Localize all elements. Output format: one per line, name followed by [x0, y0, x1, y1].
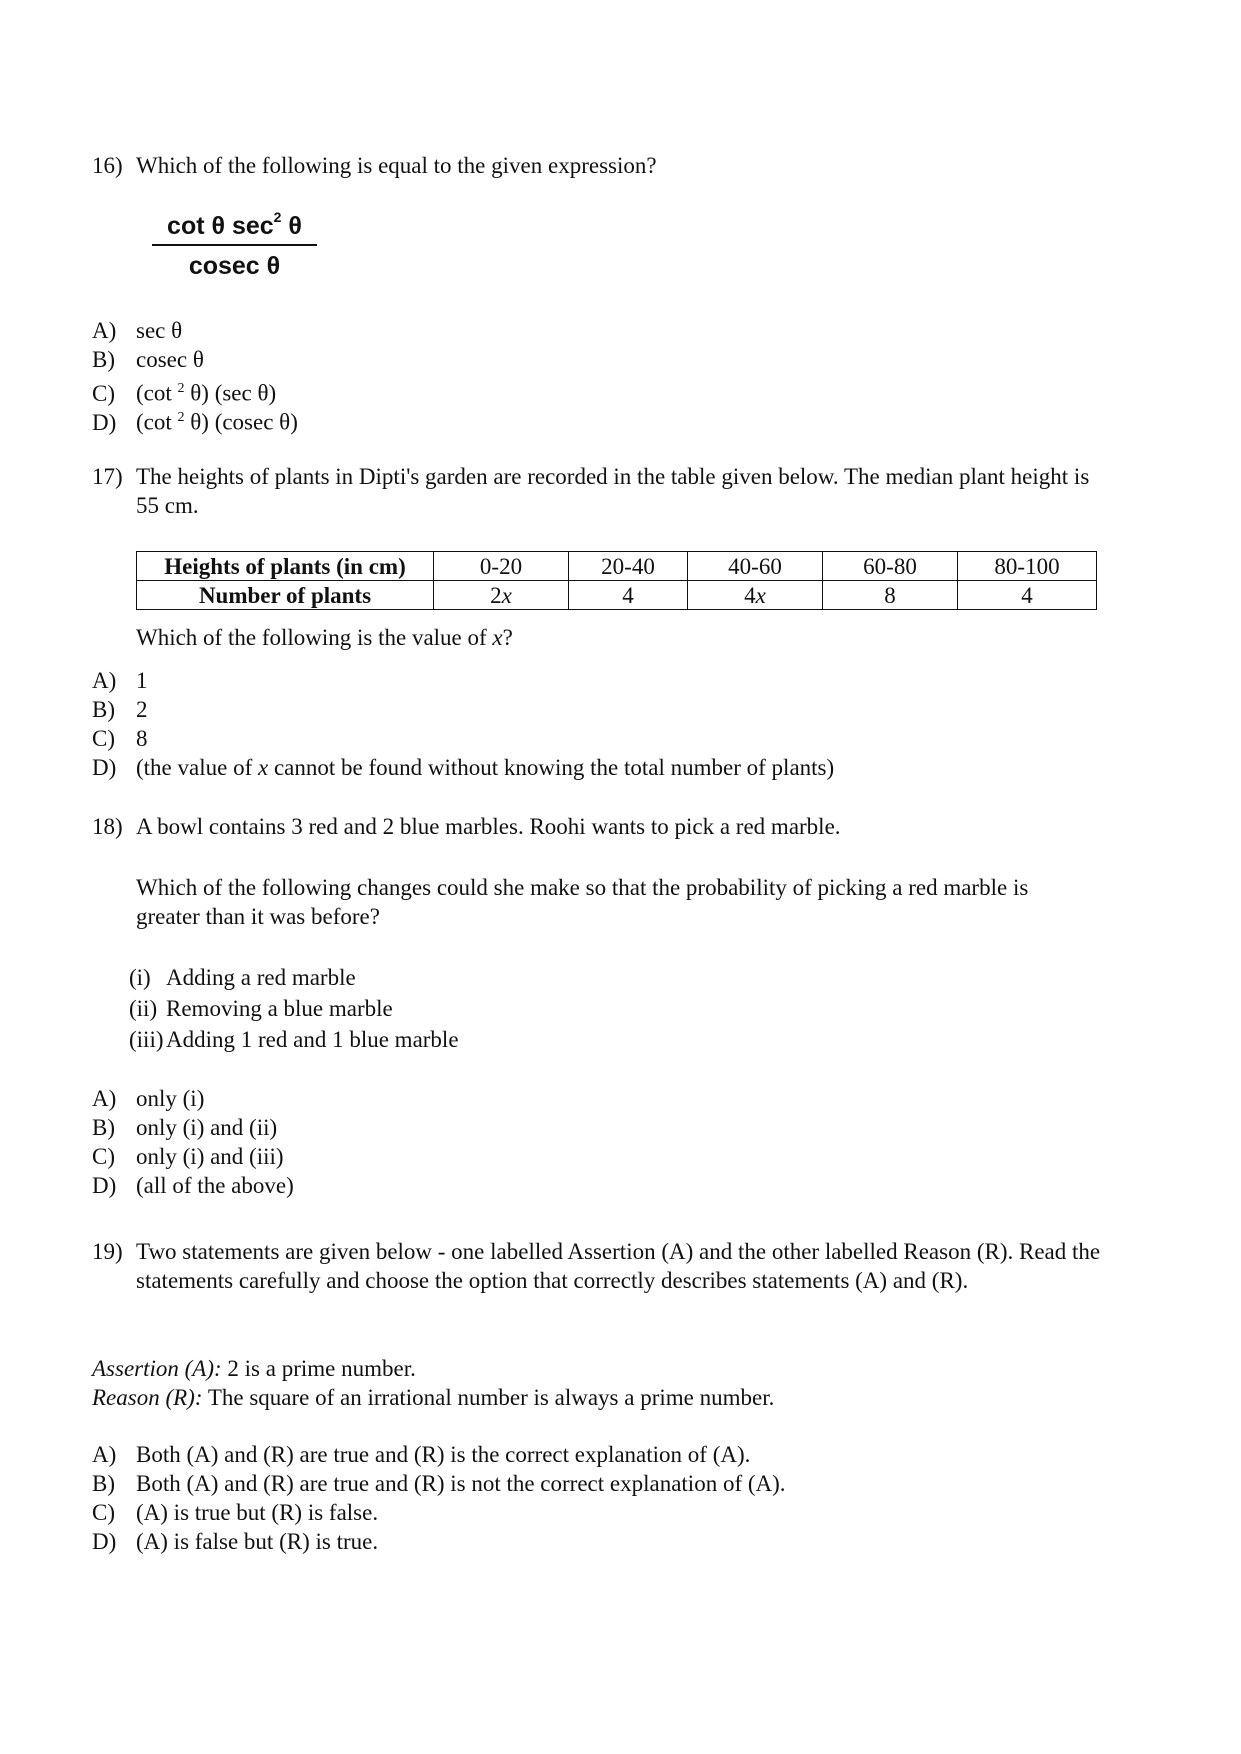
q17-subquestion: Which of the following is the value of x?: [136, 625, 513, 650]
question-number: 17): [92, 464, 123, 489]
option-a[interactable]: A) only (i): [92, 1086, 205, 1111]
question-16: [92, 151, 1112, 180]
question-number: 16): [92, 153, 123, 178]
assertion: Assertion (A): 2 is a prime number.: [92, 1356, 416, 1381]
table-header-count: Number of plants: [137, 581, 434, 610]
question-number: 18): [92, 814, 123, 839]
table-cell: 2x: [434, 581, 569, 610]
question-text: Which of the following is equal to the given expression?: [136, 153, 657, 178]
option-a[interactable]: A) 1: [92, 668, 148, 693]
list-item: (iii) Adding 1 red and 1 blue marble: [129, 1027, 459, 1052]
q19-options: [92, 1440, 1092, 1556]
list-item: (ii) Removing a blue marble: [129, 996, 393, 1021]
question-17: [92, 462, 1112, 520]
table-cell: 4: [569, 581, 688, 610]
trig-expression: [152, 208, 317, 284]
option-b[interactable]: B) 2: [92, 697, 148, 722]
question-text: A bowl contains 3 red and 2 blue marbles. Roohi wants to pick a red marble.: [136, 814, 841, 839]
assertion-reason: [92, 1354, 1092, 1412]
table-header-heights: Heights of plants (in cm): [137, 552, 434, 581]
table-cell: 4x: [688, 581, 823, 610]
reason: Reason (R): The square of an irrational number is always a prime number.: [92, 1385, 775, 1410]
option-d[interactable]: D) (all of the above): [92, 1173, 294, 1198]
table-cell: 4: [958, 581, 1097, 610]
table-cell: 40-60: [688, 552, 823, 581]
q18-options: [92, 1084, 1092, 1200]
option-a[interactable]: A) Both (A) and (R) are true and (R) is the correct explanation of (A).: [92, 1442, 751, 1467]
q18-changes-list: [129, 963, 729, 1056]
table-cell: 60-80: [823, 552, 958, 581]
table-cell: 80-100: [958, 552, 1097, 581]
q16-options: [92, 316, 1092, 435]
option-b[interactable]: B) cosec θ: [92, 347, 204, 372]
q18-subquestion: Which of the following changes could she make so that the probability of picking a red marble is greater than it was before?: [136, 875, 1029, 929]
question-number: 19): [92, 1239, 123, 1264]
table-cell: 20-40: [569, 552, 688, 581]
question-text: Two statements are given below - one labelled Assertion (A) and the other labelled Reason (R). Read the statements carefully and choose the option that correctly describes statements (A) and (R).: [136, 1239, 1101, 1293]
option-d[interactable]: D) (the value of x cannot be found without knowing the total number of plants): [92, 755, 835, 780]
q17-options: [92, 666, 1092, 782]
option-d[interactable]: D) (A) is false but (R) is true.: [92, 1529, 379, 1554]
question-18: [92, 812, 1112, 841]
option-b[interactable]: B) only (i) and (ii): [92, 1115, 278, 1140]
option-a[interactable]: A) sec θ: [92, 318, 183, 343]
option-c[interactable]: C) (cot $^2$ θ) (sec θ): [92, 380, 277, 406]
table-row: [137, 552, 1097, 581]
option-c[interactable]: C) only (i) and (iii): [92, 1144, 284, 1169]
table-cell: 0-20: [434, 552, 569, 581]
table-cell: 8: [823, 581, 958, 610]
expression-numerator: cot θ $\sec^2 \theta$: [152, 208, 317, 246]
option-d[interactable]: D) (cot $^2$ θ) (cosec θ): [92, 409, 298, 435]
question-text: The heights of plants in Dipti's garden are recorded in the table given below. The median plant height is 55 cm.: [136, 464, 1090, 518]
table-row: [137, 581, 1097, 610]
question-19: [92, 1237, 1112, 1295]
plant-heights-table: [136, 551, 1097, 610]
option-c[interactable]: C) (A) is true but (R) is false.: [92, 1500, 379, 1525]
expression-denominator: cosec θ: [188, 252, 281, 280]
option-b[interactable]: B) Both (A) and (R) are true and (R) is not the correct explanation of (A).: [92, 1471, 786, 1496]
option-c[interactable]: C) 8: [92, 726, 148, 751]
list-item: (i) Adding a red marble: [129, 965, 356, 990]
